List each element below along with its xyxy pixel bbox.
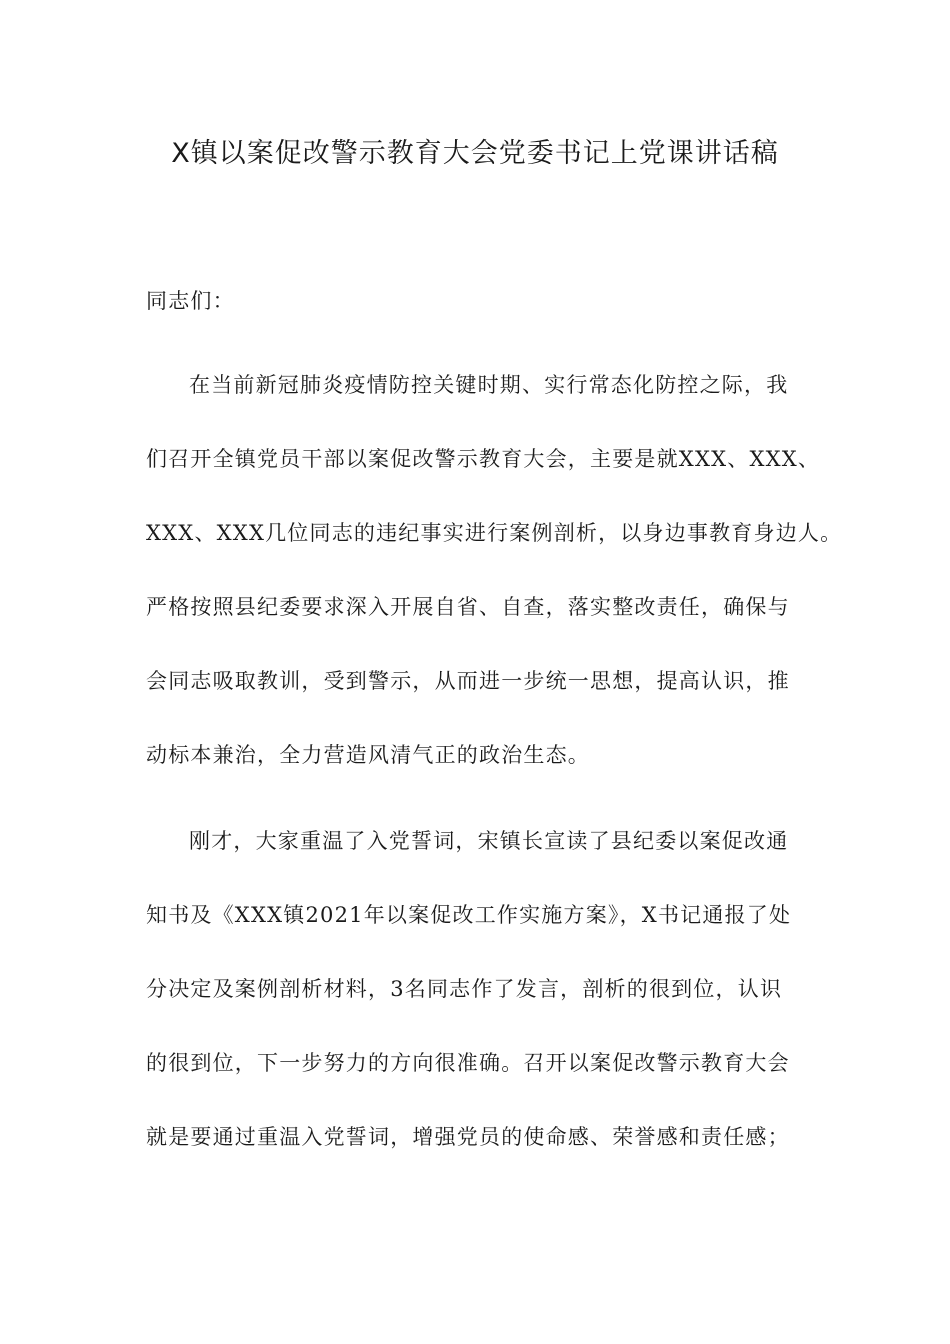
paragraph-line: 们召开全镇党员干部以案促改警示教育大会，主要是就XXX、XXX、: [146, 447, 821, 471]
paragraph-line: 严格按照县纪委要求深入开展自省、自查，落实整改责任，确保与: [146, 595, 790, 619]
paragraph-line: 刚才，大家重温了入党誓词，宋镇长宣读了县纪委以案促改通: [189, 829, 789, 853]
paragraph-line: 动标本兼治，全力营造风清气正的政治生态。: [146, 743, 590, 767]
paragraph-line: 的很到位，下一步努力的方向很准确。召开以案促改警示教育大会: [146, 1051, 790, 1075]
paragraph-line: XXX、XXX几位同志的违纪事实进行案例剖析，以身边事教育身边人。: [146, 521, 843, 545]
salutation: 同志们：: [146, 289, 235, 313]
paragraph-line: 在当前新冠肺炎疫情防控关键时期、实行常态化防控之际，我: [189, 373, 789, 397]
document-title: X镇以案促改警示教育大会党委书记上党课讲话稿: [171, 138, 779, 169]
paragraph-line: 会同志吸取教训，受到警示，从而进一步统一思想，提高认识，推: [146, 669, 790, 693]
paragraph-line: 分决定及案例剖析材料，3名同志作了发言，剖析的很到位，认识: [146, 977, 783, 1001]
paragraph-line: 就是要通过重温入党誓词，增强党员的使命感、荣誉感和责任感；: [146, 1125, 790, 1149]
paragraph-line: 知书及《XXX镇2021年以案促改工作实施方案》，X书记通报了处: [146, 903, 792, 927]
